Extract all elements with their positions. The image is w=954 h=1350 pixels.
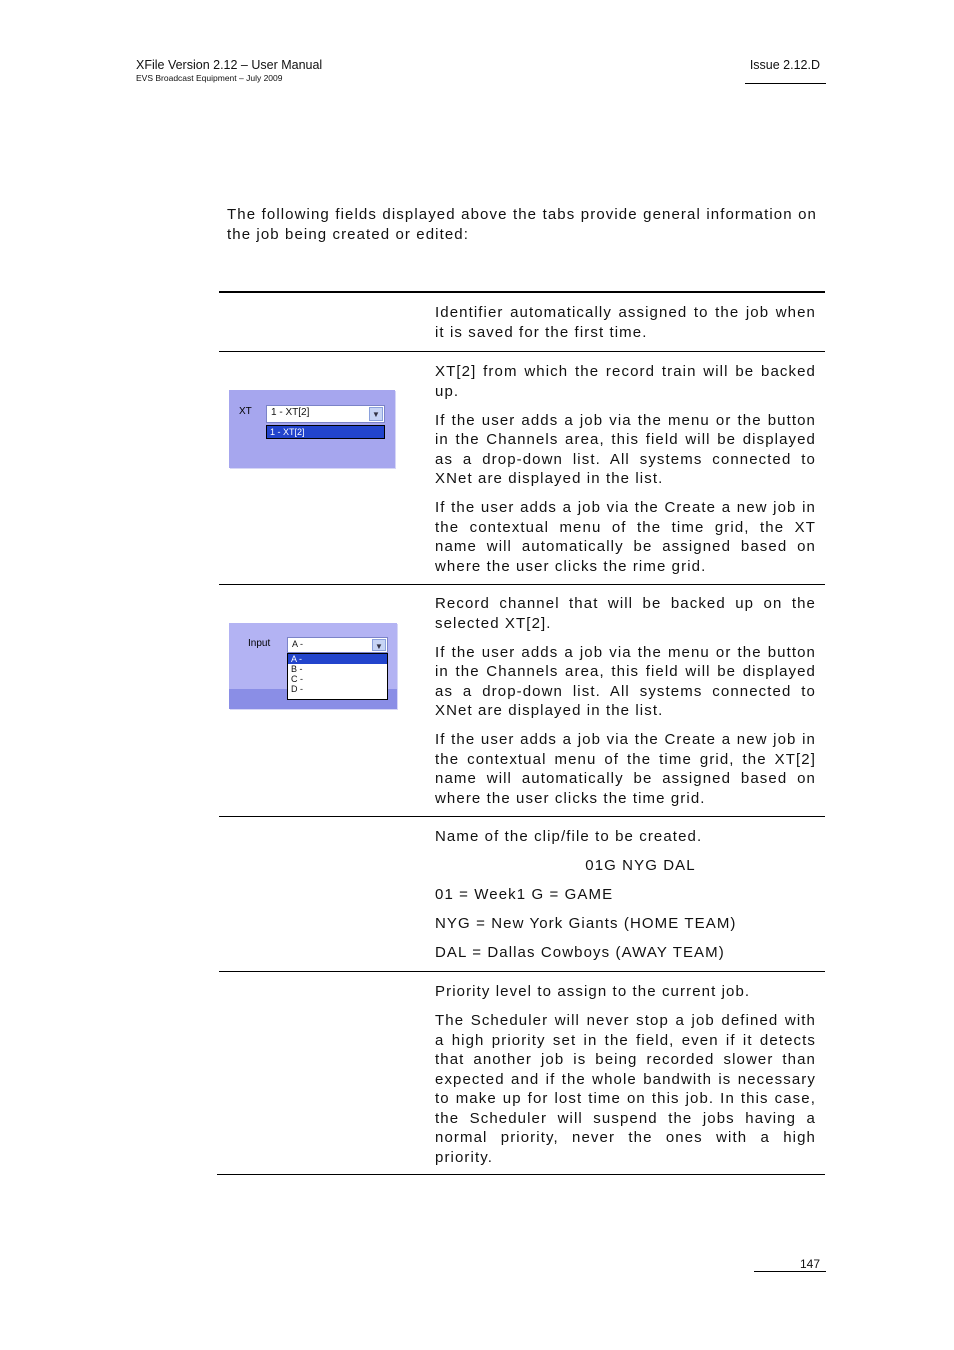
row-description (435, 827, 816, 972)
description-paragraph: If the user adds a job via the menu or the button in the Channels area, this field will be displayed as a drop-down list. All systems connected to XNet are displayed in the list. (435, 643, 816, 719)
table-row (219, 817, 825, 972)
table-row (219, 585, 825, 817)
description-paragraph: If the user adds a job via the menu or the button in the Channels area, this field will be displayed as a drop-down list. All systems connected to XNet are displayed in the list. (435, 411, 816, 487)
xt-dropdown-screenshot (229, 390, 395, 468)
page-number: 147 (800, 1257, 821, 1271)
input-combo-box[interactable] (287, 637, 388, 653)
description-paragraph: 01 = Week1 G = GAME (435, 886, 614, 903)
intro-paragraph: The following fields displayed above the tabs provide general information on the job being created or edited: (227, 206, 817, 243)
description-paragraph: XT[2] from which the record train will be backed up. (435, 363, 816, 400)
description-paragraph: The Scheduler will never stop a job defined with a high priority set in the field, even if it detects that another job is being recorded slower than expected and if the whole bandwith is necessary to make up for lost time on this job. In this case, the Scheduler will suspend the jobs having a normal priority, never the ones with a high priority. (435, 1012, 816, 1166)
description-paragraph: Priority level to assign to the current job. (435, 983, 751, 1000)
xt-label: XT (239, 406, 252, 417)
input-dropdown-screenshot (229, 623, 397, 709)
input-option[interactable]: A - (288, 654, 387, 664)
table-row (217, 972, 825, 1175)
description-paragraph: If the user adds a job via the Create a new job in the contextual menu of the time grid, the XT name will automatically be assigned based on where the user clicks the rime grid. (435, 499, 816, 575)
row-description (435, 594, 816, 818)
description-paragraph: Record channel that will be backed up on the selected XT[2]. (435, 595, 816, 632)
input-option[interactable]: C - (291, 674, 303, 684)
row-description (435, 303, 816, 352)
row-description (435, 982, 816, 1177)
clip-name-example: 01G NYG DAL (585, 857, 696, 874)
chevron-down-icon[interactable]: ▼ (372, 639, 386, 651)
description-paragraph: If the user adds a job via the Create a new job in the contextual menu of the time grid, the XT[2] name will automatically be assigned based on where the user clicks the time grid. (435, 731, 816, 807)
description-paragraph: Name of the clip/file to be created. (435, 828, 703, 845)
xt-option[interactable]: 1 - XT[2] (267, 426, 384, 438)
manual-subtitle: EVS Broadcast Equipment – July 2009 (136, 73, 283, 83)
input-dropdown-list (287, 653, 388, 700)
input-option[interactable]: D - (291, 684, 303, 694)
row-description (435, 362, 816, 586)
header-rule (745, 83, 826, 84)
input-label: Input (248, 638, 271, 649)
description-paragraph: DAL = Dallas Cowboys (AWAY TEAM) (435, 944, 725, 961)
xt-combo-value: 1 - XT[2] (271, 407, 310, 418)
xt-dropdown-list (266, 425, 385, 439)
description-paragraph: Identifier automatically assigned to the job when it is saved for the first time. (435, 304, 816, 341)
chevron-down-icon[interactable]: ▼ (369, 407, 383, 421)
manual-title: XFile Version 2.12 – User Manual (136, 58, 323, 72)
issue-label: Issue 2.12.D (749, 58, 820, 72)
page-header (136, 57, 322, 84)
input-option[interactable]: B - (291, 664, 303, 674)
xt-combo-box[interactable] (266, 405, 385, 423)
table-row (219, 293, 825, 352)
footer-rule (754, 1271, 826, 1272)
table-row (219, 352, 825, 585)
description-paragraph: NYG = New York Giants (HOME TEAM) (435, 915, 737, 932)
input-combo-value: A - (292, 639, 304, 649)
